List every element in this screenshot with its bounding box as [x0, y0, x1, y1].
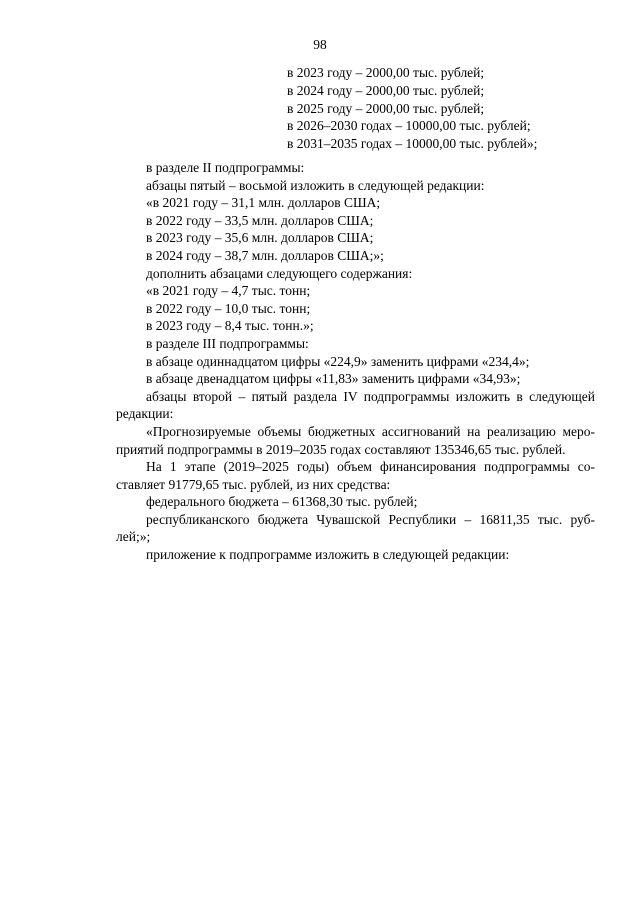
funding-line-2023: в 2023 году – 2000,00 тыс. рублей;: [287, 65, 485, 80]
republic-budget-line2: лей;»;: [116, 529, 151, 545]
funding-continuation-block: [287, 64, 537, 153]
funding-line-2025: в 2025 году – 2000,00 тыс. рублей;: [287, 100, 485, 116]
usd-2022-line: в 2022 году – 33,5 млн. долларов США;: [146, 212, 374, 228]
forecast-paragraph-line2: приятий подпрограммы в 2019–2035 годах составляют 135346,65 тыс. рублей.: [116, 441, 566, 457]
funding-line-2024: в 2024 году – 2000,00 тыс. рублей;: [287, 82, 485, 98]
usd-2023-line: в 2023 году – 35,6 млн. долларов США;: [146, 230, 374, 246]
funding-line-2031-2035: в 2031–2035 годах – 10000,00 тыс. рублей»;: [287, 136, 538, 152]
paragraph-11-replacement: в абзаце одиннадцатом цифры «224,9» заменить цифрами «234,4»;: [146, 353, 530, 369]
funding-line-2026-2030: в 2026–2030 годах – 10000,00 тыс. рублей;: [287, 118, 531, 134]
section-iv-instruction-line1: абзацы второй – пятый раздела IV подпрограммы изложить в следующей: [146, 388, 595, 404]
tons-2022-line: в 2022 году – 10,0 тыс. тонн;: [146, 300, 311, 316]
tons-2021-line: «в 2021 году – 4,7 тыс. тонн;: [146, 283, 311, 299]
republic-budget-line1: республиканского бюджета Чувашской Республики – 16811,35 тыс. руб-: [146, 511, 595, 527]
tons-2023-line: в 2023 году – 8,4 тыс. тонн.»;: [146, 318, 314, 334]
stage1-paragraph-line1: На 1 этапе (2019–2025 годы) объем финансирования подпрограммы со-: [146, 459, 595, 475]
add-paragraphs-instruction: дополнить абзацами следующего содержания:: [146, 265, 413, 281]
forecast-paragraph-line1: «Прогнозируемые объемы бюджетных ассигнований на реализацию меро-: [146, 423, 595, 439]
appendix-instruction: приложение к подпрограмме изложить в следующей редакции:: [146, 547, 510, 563]
page-number: 98: [313, 37, 327, 52]
paragraph-12-replacement: в абзаце двенадцатом цифры «11,83» заменить цифрами «34,93»;: [146, 371, 521, 387]
usd-2024-line: в 2024 году – 38,7 млн. долларов США;»;: [146, 247, 384, 263]
section-iii-heading: в разделе III подпрограммы:: [146, 335, 309, 351]
stage1-paragraph-line2: ставляет 91779,65 тыс. рублей, из них средства:: [116, 476, 391, 492]
section-iv-instruction-line2: редакции:: [116, 406, 174, 422]
paragraphs-5-8-instruction: абзацы пятый – восьмой изложить в следующей редакции:: [146, 177, 485, 193]
federal-budget-line: федерального бюджета – 61368,30 тыс. рублей;: [146, 494, 418, 510]
usd-2021-line: «в 2021 году – 31,1 млн. долларов США;: [146, 195, 381, 211]
section-ii-heading: в разделе II подпрограммы:: [146, 160, 305, 175]
amendments-body: [116, 159, 595, 564]
